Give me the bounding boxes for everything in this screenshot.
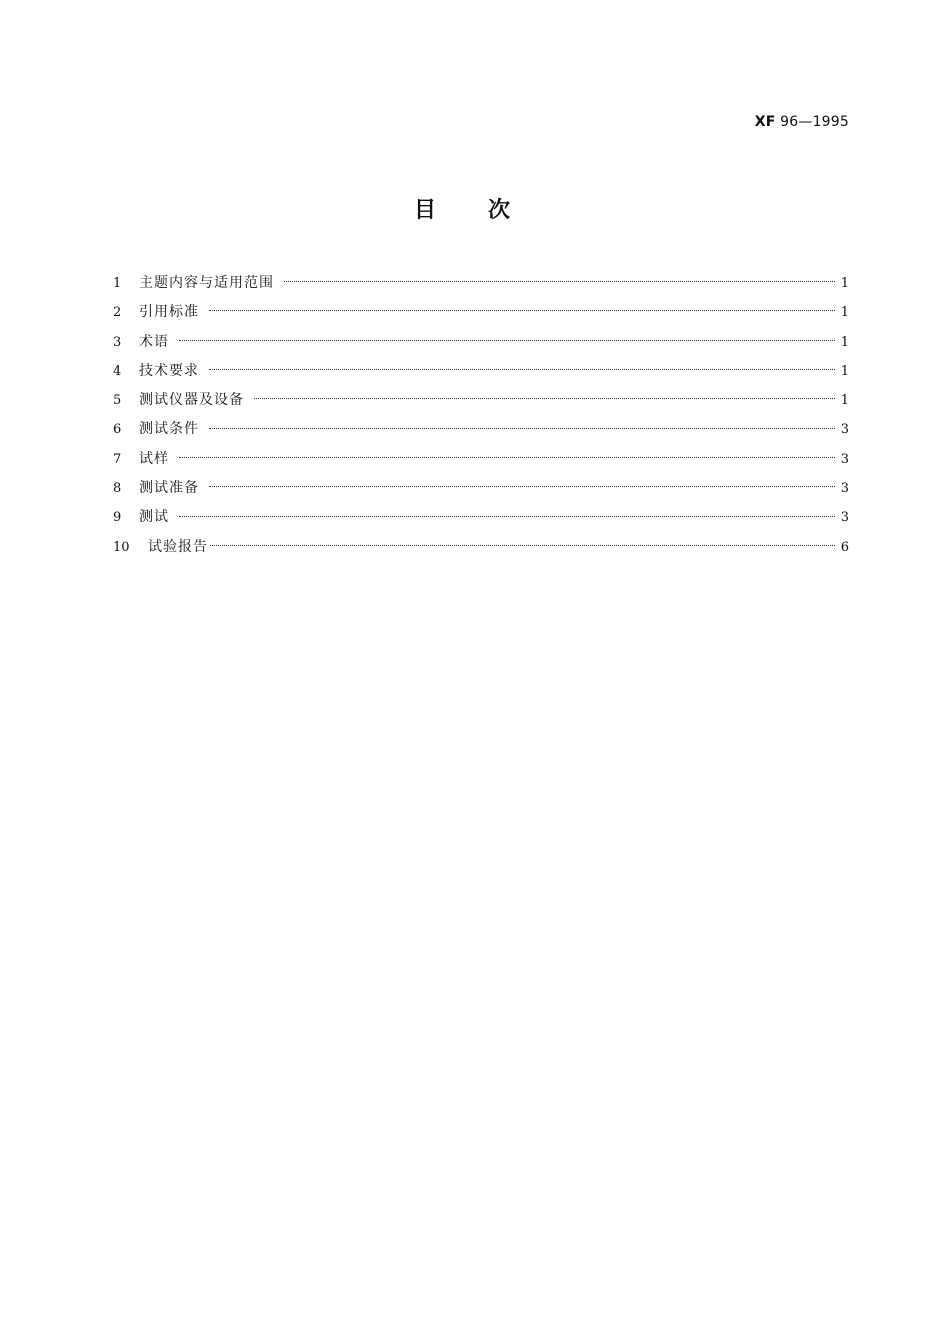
- toc-entry[interactable]: [113, 389, 849, 418]
- toc-entry[interactable]: [113, 536, 849, 565]
- toc-entry-number: 5: [113, 393, 122, 409]
- toc-entry-number: 2: [113, 305, 122, 321]
- toc-leader-dots: [179, 340, 835, 341]
- toc-leader-dots: [209, 486, 835, 487]
- toc-entry-number: 3: [113, 334, 122, 350]
- toc-entry-page: 6: [840, 539, 849, 555]
- toc-entry-label: 测试仪器及设备: [139, 392, 244, 409]
- toc-entry[interactable]: [113, 477, 849, 506]
- toc-entry-page: 1: [840, 334, 849, 350]
- toc-entry-number: 9: [113, 510, 122, 526]
- toc-entry[interactable]: [113, 360, 849, 389]
- toc-entry-label: 测试准备: [139, 480, 199, 497]
- toc-entry-number: 8: [113, 481, 122, 497]
- toc-entry[interactable]: [113, 418, 849, 447]
- toc-entry[interactable]: [113, 301, 849, 330]
- toc-leader-dots: [254, 398, 835, 399]
- toc-leader-dots: [179, 516, 835, 517]
- toc-entry-label: 术语: [139, 333, 169, 350]
- toc-leader-dots: [209, 428, 835, 429]
- toc-leader-dots: [179, 457, 835, 458]
- toc-entry-label: 主题内容与适用范围: [139, 275, 274, 291]
- toc-entry-label: 引用标准: [139, 304, 199, 321]
- toc-entry-page: 3: [840, 422, 849, 438]
- toc-entry-number: 6: [113, 422, 122, 438]
- toc-entry-page: 3: [840, 451, 849, 467]
- toc-leader-dots: [209, 310, 835, 311]
- toc-entry-page: 1: [840, 305, 849, 321]
- toc-entry-label: 测试: [139, 509, 169, 526]
- toc-entry-label: 测试条件: [139, 421, 199, 438]
- toc-entry-page: 3: [840, 510, 849, 526]
- toc-entry[interactable]: [113, 331, 849, 360]
- standard-prefix: XF: [754, 114, 776, 130]
- toc-entry-label: 技术要求: [139, 362, 199, 379]
- toc-entry-number: 1: [113, 276, 122, 291]
- toc-entry-label: 试样: [139, 450, 169, 467]
- toc-entry-number: 4: [113, 363, 122, 379]
- toc-leader-dots: [284, 281, 835, 282]
- toc-entry-number: 10: [113, 539, 130, 555]
- standard-number: 96—1995: [780, 114, 849, 130]
- toc-leader-dots: [210, 545, 835, 546]
- table-of-contents: [113, 272, 849, 565]
- toc-entry-page: 1: [840, 276, 849, 291]
- toc-entry-label: 试验报告: [148, 538, 208, 555]
- toc-entry[interactable]: [113, 448, 849, 477]
- toc-entry-page: 1: [840, 393, 849, 409]
- toc-entry-number: 7: [113, 451, 122, 467]
- toc-leader-dots: [209, 369, 835, 370]
- toc-entry[interactable]: [113, 506, 849, 535]
- toc-entry[interactable]: [113, 272, 849, 301]
- toc-title: 目次: [413, 198, 562, 223]
- standard-code: [755, 114, 849, 130]
- toc-entry-page: 1: [840, 363, 849, 379]
- toc-entry-page: 3: [840, 481, 849, 497]
